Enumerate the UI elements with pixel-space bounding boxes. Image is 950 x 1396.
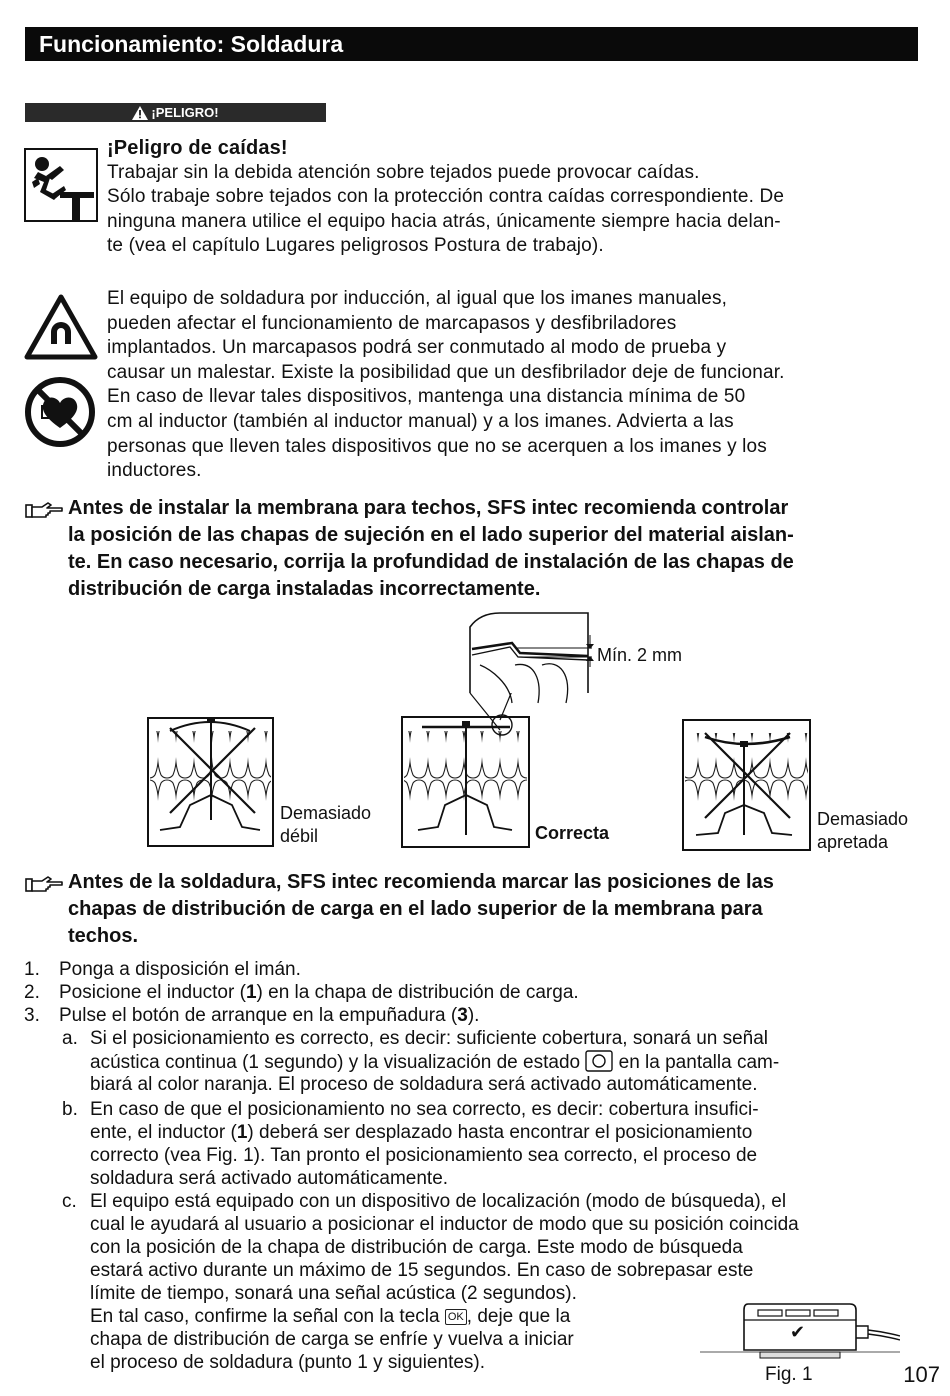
step-text: acústica continua (1 segundo) y la visualización de estado xyxy=(90,1052,581,1073)
note-line: la posición de las chapas de sujeción en el lado superior del material aislan- xyxy=(68,524,794,546)
substep-a-line xyxy=(90,1050,779,1074)
note-line: chapas de distribución de carga en el lado superior de la membrana para xyxy=(68,898,763,920)
danger-banner xyxy=(25,103,326,122)
ok-key-icon: OK xyxy=(445,1309,467,1325)
note-membrane xyxy=(68,495,794,603)
note-line: Antes de instalar la membrana para techos, SFS intec recomienda controlar xyxy=(68,497,789,519)
substep-label: a. xyxy=(62,1028,78,1049)
installation-diagram xyxy=(140,605,840,855)
magnet-warning-line: causar un malestar. Existe la posibilidad que un desfibrilador deje de funcionar. xyxy=(107,361,785,383)
status-display-icon xyxy=(585,1050,613,1072)
too-tight-label-line2: apretada xyxy=(817,832,889,852)
note-marking xyxy=(68,869,774,950)
note-line: techos. xyxy=(68,925,139,947)
substep-b-line xyxy=(90,1121,752,1144)
step-text: ). xyxy=(467,1005,480,1026)
fall-warning xyxy=(107,136,784,259)
magnet-warning-line: implantados. Un marcapasos podrá ser conmutado al modo de prueba y xyxy=(107,337,727,359)
substep-c-line: El equipo está equipado con un dispositivo de localización (modo de búsqueda), el xyxy=(90,1191,787,1212)
step-number: 3. xyxy=(24,1005,40,1026)
too-weak-label-line2: débil xyxy=(280,826,319,846)
fall-hazard-icon xyxy=(24,148,98,222)
step-text: En tal caso, confirme la señal con la tecla xyxy=(90,1306,440,1327)
step-number: 1. xyxy=(24,959,40,980)
substep-c-line: límite de tiempo, sonará una señal acústica (2 segundos). xyxy=(90,1283,577,1304)
substep-c-line: el proceso de soldadura (punto 1 y siguientes). xyxy=(90,1352,486,1373)
substep-c-line: estará activo durante un máximo de 15 segundos. En caso de sobrepasar este xyxy=(90,1260,754,1281)
step-text: Pulse el botón de arranque en la empuñadura ( xyxy=(59,1005,458,1026)
magnet-warning-line: En caso de llevar tales dispositivos, mantenga una distancia mínima de 50 xyxy=(107,386,746,408)
substep-a-line: biará al color naranja. El proceso de soldadura será activado automáticamente. xyxy=(90,1074,758,1095)
page-title: Funcionamiento: Soldadura xyxy=(25,27,918,61)
fall-warning-line: ninguna manera utilice el equipo hacia atrás, únicamente siempre hacia delan- xyxy=(107,210,781,232)
magnet-warning-icon xyxy=(24,294,98,360)
substep-c-line: chapa de distribución de carga se enfríe y vuelva a iniciar xyxy=(90,1329,574,1350)
panel-too-weak xyxy=(148,717,273,846)
pointing-hand-icon xyxy=(24,500,64,520)
step-text: ente, el inductor ( xyxy=(90,1122,237,1143)
magnet-warning-line: cm al inductor (también al inductor manual) y a los imanes. Advierta a las xyxy=(107,410,734,432)
note-line: te. En caso necesario, corrija la profundidad de instalación de las chapas de xyxy=(68,551,794,573)
substep-c-line xyxy=(90,1305,570,1328)
step-text: Posicione el inductor ( xyxy=(59,982,246,1003)
magnet-warning xyxy=(107,287,785,484)
step-text: , deje que la xyxy=(466,1306,571,1327)
substep-b-line: correcto (vea Fig. 1). Tan pronto el posicionamiento sea correcto, el proceso de xyxy=(90,1145,758,1166)
substep-a-line: Si el posicionamiento es correcto, es decir: suficiente cobertura, sonará un señal xyxy=(90,1028,769,1049)
zoom-detail xyxy=(470,613,594,703)
ref-number: 1 xyxy=(245,982,257,1003)
fall-warning-line: Trabajar sin la debida atención sobre tejados puede provocar caídas. xyxy=(107,161,700,183)
magnet-warning-line: inductores. xyxy=(107,460,202,482)
substep-c-line: cual le ayudará al usuario a posicionar el inductor de modo que su posición coincida xyxy=(90,1214,799,1235)
step-text: ) en la chapa de distribución de carga. xyxy=(256,982,579,1003)
too-tight-label-line1: Demasiado xyxy=(817,809,909,829)
substep-b-line: soldadura será activado automáticamente. xyxy=(90,1168,449,1189)
substep-c-line: con la posición de la chapa de distribución de carga. Este modo de búsqueda xyxy=(90,1237,743,1258)
step-number: 2. xyxy=(24,982,40,1003)
ref-number: 3 xyxy=(457,1005,468,1026)
fall-warning-line: Sólo trabaje sobre tejados con la protección contra caídas correspondiente. De xyxy=(107,186,785,208)
fall-warning-heading: ¡Peligro de caídas! xyxy=(107,137,288,159)
page-number: 107 xyxy=(903,1362,940,1387)
danger-label: ¡PELIGRO! xyxy=(151,105,219,120)
note-line: distribución de carga instaladas incorrectamente. xyxy=(68,578,541,600)
ref-number: 1 xyxy=(236,1122,248,1143)
min-distance-label: Mín. 2 mm xyxy=(597,645,683,665)
correct-label: Correcta xyxy=(535,823,610,843)
substep-label: c. xyxy=(62,1191,77,1212)
step-2 xyxy=(59,981,579,1004)
magnet-warning-line: personas que lleven tales dispositivos que no se acerquen a los imanes y los xyxy=(107,435,767,457)
magnet-warning-line: pueden afectar el funcionamiento de marcapasos y desfibriladores xyxy=(107,312,677,334)
magnet-warning-line: El equipo de soldadura por inducción, al igual que los imanes manuales, xyxy=(107,288,728,309)
substep-b-line: En caso de que el posicionamiento no sea correcto, es decir: cobertura insufici- xyxy=(90,1099,759,1120)
substep-label: b. xyxy=(62,1099,78,1120)
warning-icon xyxy=(132,106,148,120)
step-1: Ponga a disposición el imán. xyxy=(59,959,301,980)
figure-caption: Fig. 1 xyxy=(765,1364,813,1385)
fall-warning-line: te (vea el capítulo Lugares peligrosos Postura de trabajo). xyxy=(107,235,604,257)
pointing-hand-icon xyxy=(24,874,64,894)
too-weak-label-line1: Demasiado xyxy=(280,803,372,823)
note-line: Antes de la soldadura, SFS intec recomienda marcar las posiciones de las xyxy=(68,871,774,893)
panel-too-tight xyxy=(683,720,810,850)
pacemaker-prohibited-icon xyxy=(24,376,96,448)
step-3 xyxy=(59,1004,479,1027)
step-text: ) deberá ser desplazado hasta encontrar el posicionamiento xyxy=(247,1122,753,1143)
check-mark-icon: ✔ xyxy=(790,1322,806,1342)
step-text: en la pantalla cam- xyxy=(618,1052,780,1073)
